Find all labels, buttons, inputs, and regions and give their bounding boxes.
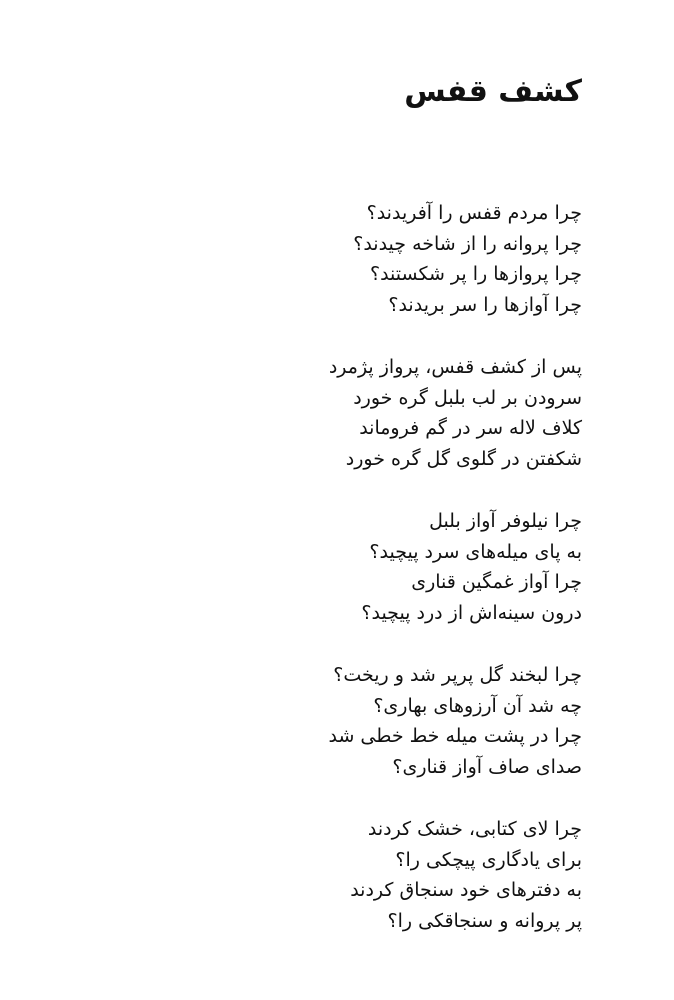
poem-line: چرا لبخند گل پرپر شد و ریخت؟ xyxy=(333,664,582,686)
stanza-3 xyxy=(102,506,582,628)
stanza-4 xyxy=(102,660,582,782)
poem-line: پس از کشف قفس، پرواز پژمرد xyxy=(328,356,582,378)
poem-line: چه شد آن آرزوهای بهاری؟ xyxy=(373,694,582,717)
stanza-2 xyxy=(102,352,582,474)
stanza-1 xyxy=(102,198,582,320)
poem-line: به پای میله‌های سرد پیچید؟ xyxy=(369,540,582,563)
poem-line: چرا در پشت میله خط خطی شد xyxy=(328,725,582,747)
poem-line: به دفترهای خود سنجاق کردند xyxy=(350,879,582,901)
poem-line: درون سینه‌اش از درد پیچید؟ xyxy=(361,601,582,624)
poem-line: کلاف لاله سر در گم فروماند xyxy=(359,417,582,439)
poem-line: چرا پروانه را از شاخه چیدند؟ xyxy=(353,232,582,255)
poem-line: چرا لای کتابی، خشک کردند xyxy=(367,818,582,840)
poem-line: سرودن بر لب بلبل گره خورد xyxy=(353,386,582,409)
poem-line: شکفتن در گلوی گل گره خورد xyxy=(345,447,582,470)
poem-line: چرا نیلوفر آواز بلبل xyxy=(429,510,582,532)
stanza-5 xyxy=(102,814,582,936)
poem-body xyxy=(102,198,582,968)
poem-line: برای یادگاری پیچکی را؟ xyxy=(395,848,582,871)
poem-line: چرا مردم قفس را آفریدند؟ xyxy=(366,202,582,224)
poem-line: چرا آواز غمگین قناری xyxy=(411,571,582,593)
poem-line: صدای صاف آواز قناری؟ xyxy=(392,755,582,778)
poem-title: کشف قفس xyxy=(404,74,582,109)
poem-line: چرا آوازها را سر بریدند؟ xyxy=(388,293,582,316)
poem-line: چرا پروازها را پر شکستند؟ xyxy=(370,263,582,285)
poem-line: پر پروانه و سنجاقکی را؟ xyxy=(387,909,582,932)
